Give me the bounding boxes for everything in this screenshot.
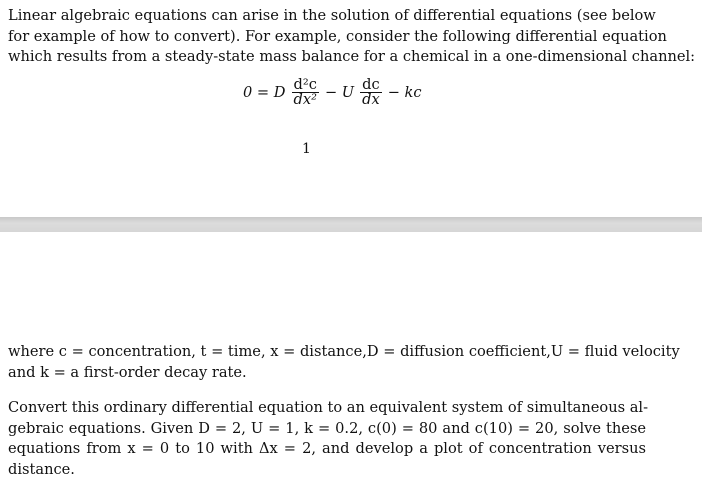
page-separator bbox=[0, 217, 702, 232]
fraction-numerator: dc bbox=[362, 76, 380, 93]
page-number: 1 bbox=[302, 141, 311, 157]
document-page-2 bbox=[0, 232, 702, 494]
task-line-2: gebraic equations. Given D = 2, U = 1, k = 0.2, c(0) = 80 and c(10) = 20, solve these bbox=[8, 419, 646, 437]
document-page-1 bbox=[0, 0, 702, 217]
second-derivative-fraction bbox=[292, 78, 319, 107]
task-line-3: equations from x = 0 to 10 with Δx = 2, and develop a plot of concentration versus bbox=[8, 440, 646, 457]
intro-line-3: which results from a steady-state mass balance for a chemical in a one-dimensional channel: bbox=[8, 48, 696, 65]
task-line-1: Convert this ordinary differential equation to an equivalent system of simultaneous al- bbox=[8, 399, 649, 416]
definitions-paragraph bbox=[8, 342, 680, 383]
equation-lhs: 0 = D bbox=[243, 84, 286, 101]
task-paragraph bbox=[8, 398, 649, 480]
fraction-denominator: dx² bbox=[293, 91, 317, 108]
task-line-4: distance. bbox=[8, 460, 75, 478]
equation-decay-term: − kc bbox=[387, 84, 422, 101]
intro-line-2: for example of how to convert). For example, consider the following differential equation bbox=[8, 27, 667, 45]
fraction-denominator: dx bbox=[362, 91, 380, 108]
first-derivative-fraction bbox=[360, 78, 382, 107]
definitions-line-2: and k = a first-order decay rate. bbox=[8, 363, 247, 381]
definitions-line-1: where c = concentration, t = time, x = distance,D = diffusion coefficient,U = fluid velocity bbox=[8, 343, 680, 360]
fraction-numerator: d²c bbox=[293, 76, 317, 93]
equation-advection-term: − U bbox=[324, 84, 355, 101]
differential-equation bbox=[243, 78, 422, 107]
intro-paragraph bbox=[8, 6, 696, 68]
intro-line-1: Linear algebraic equations can arise in the solution of differential equations (see below bbox=[8, 7, 656, 24]
